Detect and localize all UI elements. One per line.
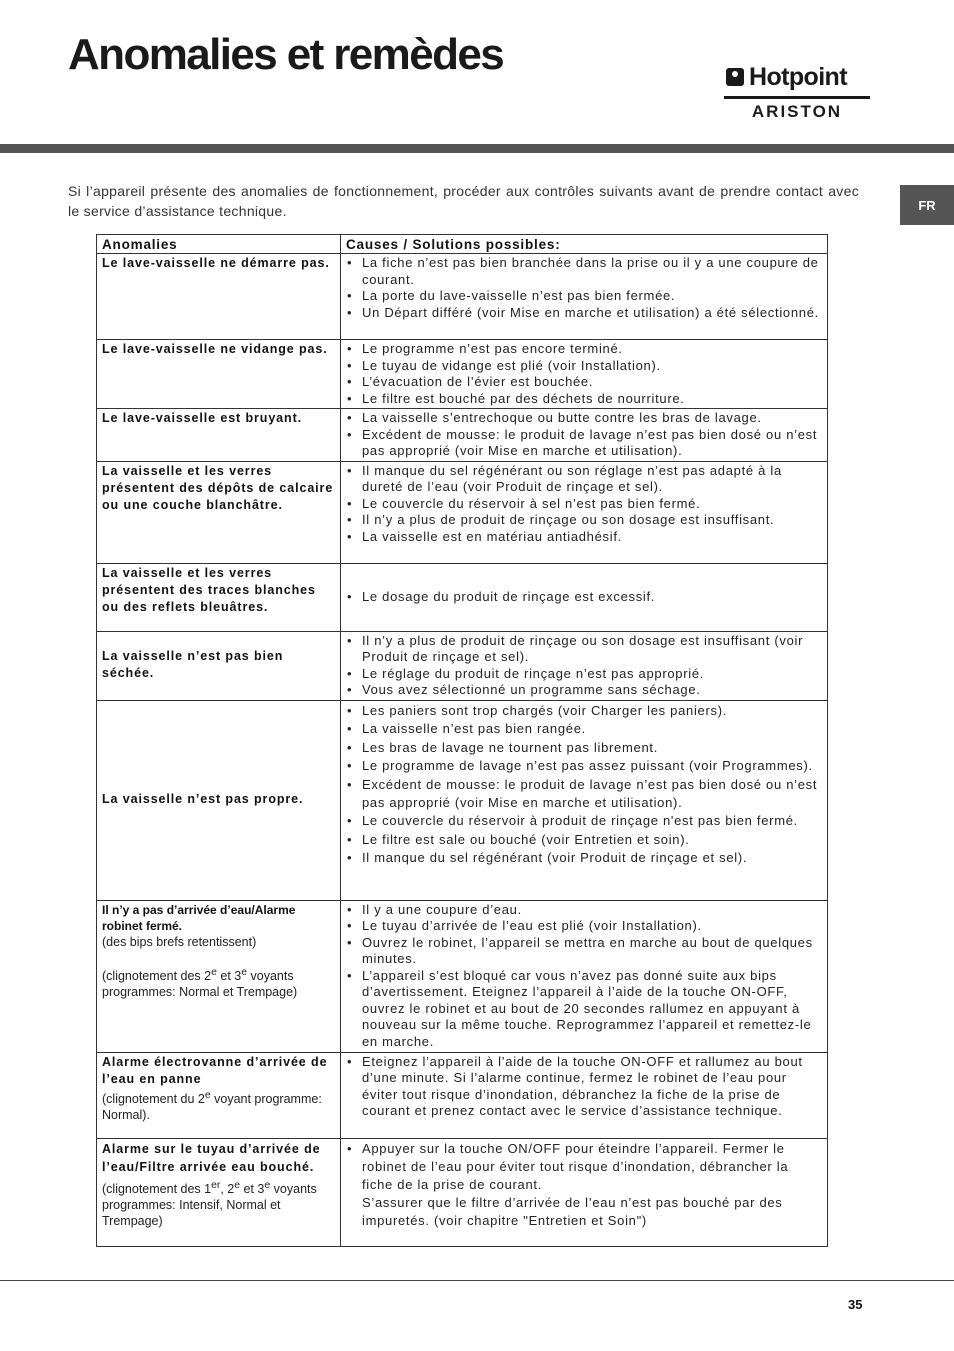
cause-item: • La fiche n’est pas bien branchée dans la prise ou il y a une coupure de courant.: [346, 255, 823, 288]
cause-item: • Les paniers sont trop chargés (voir Charger les paniers).: [346, 702, 823, 720]
page-number: 35: [848, 1297, 863, 1312]
language-tab[interactable]: FR: [900, 185, 954, 225]
anomaly-cell: [97, 409, 341, 462]
page-title: Anomalies et remèdes: [68, 30, 504, 79]
cause-item: • Les bras de lavage ne tournent pas librement.: [346, 739, 823, 757]
anomaly-note: (des bips brefs retentissent): [102, 934, 257, 949]
note-text: (clignotement du 2: [102, 1091, 205, 1106]
note-superscript: e: [234, 1179, 241, 1191]
note-text: voyants programmes: Normal et Trempage): [102, 968, 298, 999]
anomaly-cell: [97, 461, 341, 563]
anomaly-text: Alarme sur le tuyau d’arrivée de l’eau/Filtre arrivée eau bouché.: [102, 1141, 321, 1174]
causes-cell: [341, 900, 828, 1052]
causes-list: [346, 902, 823, 1051]
cause-item: • La vaisselle s’entrechoque ou butte contre les bras de lavage.: [346, 410, 823, 427]
cause-item: • Ouvrez le robinet, l’appareil se mettra en marche au bout de quelques minutes.: [346, 935, 823, 968]
causes-list: [346, 255, 823, 321]
cause-continuation: S’assurer que le filtre d’arrivée de l’eau n’est pas bouché par des impuretés. (voir chapitre "Entretien et Soin"): [362, 1194, 783, 1228]
cause-item: • Le programme n’est pas encore terminé.: [346, 341, 823, 358]
cause-item: • La vaisselle n’est pas bien rangée.: [346, 720, 823, 738]
note-text: (clignotement des 1: [102, 1181, 212, 1196]
logo-sub-brand: ARISTON: [751, 102, 843, 121]
cause-item: • La vaisselle est en matériau antiadhésif.: [346, 529, 823, 546]
anomaly-text: Le lave-vaisselle ne démarre pas.: [102, 256, 330, 270]
causes-cell: [341, 340, 828, 409]
causes-list: [346, 1140, 823, 1194]
note-text: et 3: [240, 1181, 265, 1196]
cause-item: • Vous avez sélectionné un programme sans séchage.: [346, 682, 823, 699]
cause-item: • Il manque du sel régénérant (voir Produit de rinçage et sel).: [346, 849, 823, 867]
causes-cell: [341, 461, 828, 563]
anomaly-note: [102, 965, 335, 1000]
causes-cell: [341, 563, 828, 631]
causes-cell: [341, 1052, 828, 1138]
cause-item: • Le couvercle du réservoir à sel n’est pas bien fermé.: [346, 496, 823, 513]
cause-item: • Un Départ différé (voir Mise en marche et utilisation) a été sélectionné.: [346, 305, 823, 322]
cause-item: • Eteignez l’appareil à l’aide de la touche ON-OFF et rallumez au bout d’une minute. Si l’alarme continue, fermez le robinet de l’eau pour éviter tout risque d’inondation, débranchez la fiche de la prise de courant et prenez contact avec le service d’assistance technique.: [346, 1054, 823, 1120]
cause-item: • L’évacuation de l’évier est bouchée.: [346, 374, 823, 391]
anomaly-note: [102, 1088, 335, 1123]
cause-item: • Le tuyau de vidange est plié (voir Installation).: [346, 358, 823, 375]
causes-list: [346, 1054, 823, 1120]
note-superscript: er: [211, 1179, 221, 1191]
anomaly-cell: [97, 1138, 341, 1246]
cause-item: • Le dosage du produit de rinçage est excessif.: [346, 589, 823, 606]
anomaly-text: Le lave-vaisselle est bruyant.: [102, 411, 303, 425]
anomaly-cell: [97, 700, 341, 900]
footer-divider: [0, 1280, 954, 1281]
anomaly-text: Il n’y a pas d’arrivée d’eau/Alarme robinet fermé.: [102, 902, 296, 933]
causes-cell: [341, 254, 828, 340]
anomaly-text: Alarme électrovanne d’arrivée de l’eau en panne: [102, 1054, 328, 1086]
brand-logo: [724, 62, 870, 124]
note-text: (clignotement des 2: [102, 968, 212, 983]
cause-item: • Le couvercle du réservoir à produit de rinçage n'est pas bien fermé.: [346, 812, 823, 830]
causes-cell: [341, 409, 828, 462]
header-bar: [0, 144, 954, 153]
anomaly-cell: [97, 1052, 341, 1138]
anomaly-text: La vaisselle n’est pas propre.: [102, 792, 304, 806]
causes-list: [346, 633, 823, 699]
causes-cell: [341, 1138, 828, 1246]
cause-item: • Il n’y a plus de produit de rinçage ou son dosage est insuffisant.: [346, 512, 823, 529]
note-text: voyant programme: Normal).: [102, 1091, 322, 1122]
cause-item: • Le tuyau d’arrivée de l’eau est plié (voir Installation).: [346, 918, 823, 935]
causes-list: [346, 702, 823, 868]
table-row: [97, 1138, 828, 1246]
anomaly-text: La vaisselle n’est pas bien séchée.: [102, 649, 284, 680]
table-row: [97, 900, 828, 1052]
cause-item: • Excédent de mousse: le produit de lavage n’est pas bien dosé ou n’est pas approprié (voir Mise en marche et utilisation).: [346, 427, 823, 460]
table-row: [97, 461, 828, 563]
cause-item: • Il manque du sel régénérant ou son réglage n’est pas adapté à la dureté de l’eau (voir Produit de rinçage et sel).: [346, 463, 823, 496]
note-superscript: e: [211, 966, 217, 978]
note-text: , 2: [220, 1181, 235, 1196]
intro-paragraph: Si l’appareil présente des anomalies de fonctionnement, procéder aux contrôles suivants avant de prendre contact avec le service d’assistance technique.: [68, 183, 859, 219]
logo-divider: [724, 96, 870, 99]
cause-item: • Il n’y a plus de produit de rinçage ou son dosage est insuffisant (voir Produit de rinçage et sel).: [346, 633, 823, 666]
table-row: [97, 254, 828, 340]
anomaly-text: La vaisselle et les verres présentent des traces blanches ou des reflets bleuâtres.: [102, 565, 316, 614]
note-superscript: e: [264, 1179, 271, 1191]
table-row: [97, 700, 828, 900]
cause-item: • Excédent de mousse: le produit de lavage n’est pas bien dosé ou n’est pas approprié (voir Mise en marche et utilisation).: [346, 776, 823, 812]
table-header-row: [97, 235, 828, 254]
causes-list: [346, 341, 823, 407]
cause-item: • Le filtre est bouché par des déchets de nourriture.: [346, 391, 823, 408]
causes-list: [346, 589, 823, 606]
table-row: [97, 1052, 828, 1138]
column-header-anomalies: Anomalies: [97, 235, 341, 254]
table-row: [97, 631, 828, 700]
note-text: voyants programmes: Intensif, Normal et Trempage): [102, 1181, 317, 1228]
anomaly-cell: [97, 631, 341, 700]
causes-list: [346, 410, 823, 460]
cause-item: • Appuyer sur la touche ON/OFF pour éteindre l’appareil. Fermer le robinet de l’eau pour éviter tout risque d’inondation, débrancher la fiche de la prise de courant.: [346, 1140, 823, 1194]
note-superscript: e: [241, 966, 248, 978]
column-header-causes: Causes / Solutions possibles:: [341, 235, 828, 254]
anomaly-cell: [97, 340, 341, 409]
cause-item: • Le programme de lavage n’est pas assez puissant (voir Programmes).: [346, 757, 823, 775]
cause-item: • La porte du lave-vaisselle n’est pas bien fermée.: [346, 288, 823, 305]
logo-brand-name: Hotpoint: [749, 62, 847, 91]
causes-cell: [341, 700, 828, 900]
anomaly-cell: [97, 900, 341, 1052]
anomaly-note: [102, 1178, 335, 1229]
cause-item: • L’appareil s’est bloqué car vous n’avez pas donné suite aux bips d’avertissement. Eteignez l’appareil à l’aide de la touche ON-OFF, ouvrez le robinet et au bout de 20 secondes rallumez en appuyant à nouveau sur la même touche. Reprogrammez l’appareil et remettez-le en marche.: [346, 968, 823, 1051]
cause-item: • Il y a une coupure d’eau.: [346, 902, 823, 919]
note-superscript: e: [204, 1089, 211, 1101]
cause-item: • Le réglage du produit de rinçage n’est pas approprié.: [346, 666, 823, 683]
table-row: [97, 409, 828, 462]
anomaly-text: Le lave-vaisselle ne vidange pas.: [102, 342, 328, 356]
note-text: et 3: [216, 968, 242, 983]
causes-list: [346, 463, 823, 546]
anomaly-cell: [97, 563, 341, 631]
anomaly-cell: [97, 254, 341, 340]
table-row: [97, 563, 828, 631]
causes-cell: [341, 631, 828, 700]
anomaly-text: La vaisselle et les verres présentent des dépôts de calcaire ou une couche blanchâtre.: [102, 463, 334, 512]
cause-item: • Le filtre est sale ou bouché (voir Entretien et soin).: [346, 831, 823, 849]
hotpoint-logo-icon: [726, 68, 744, 86]
troubleshooting-table: [96, 234, 828, 1247]
table-row: [97, 340, 828, 409]
